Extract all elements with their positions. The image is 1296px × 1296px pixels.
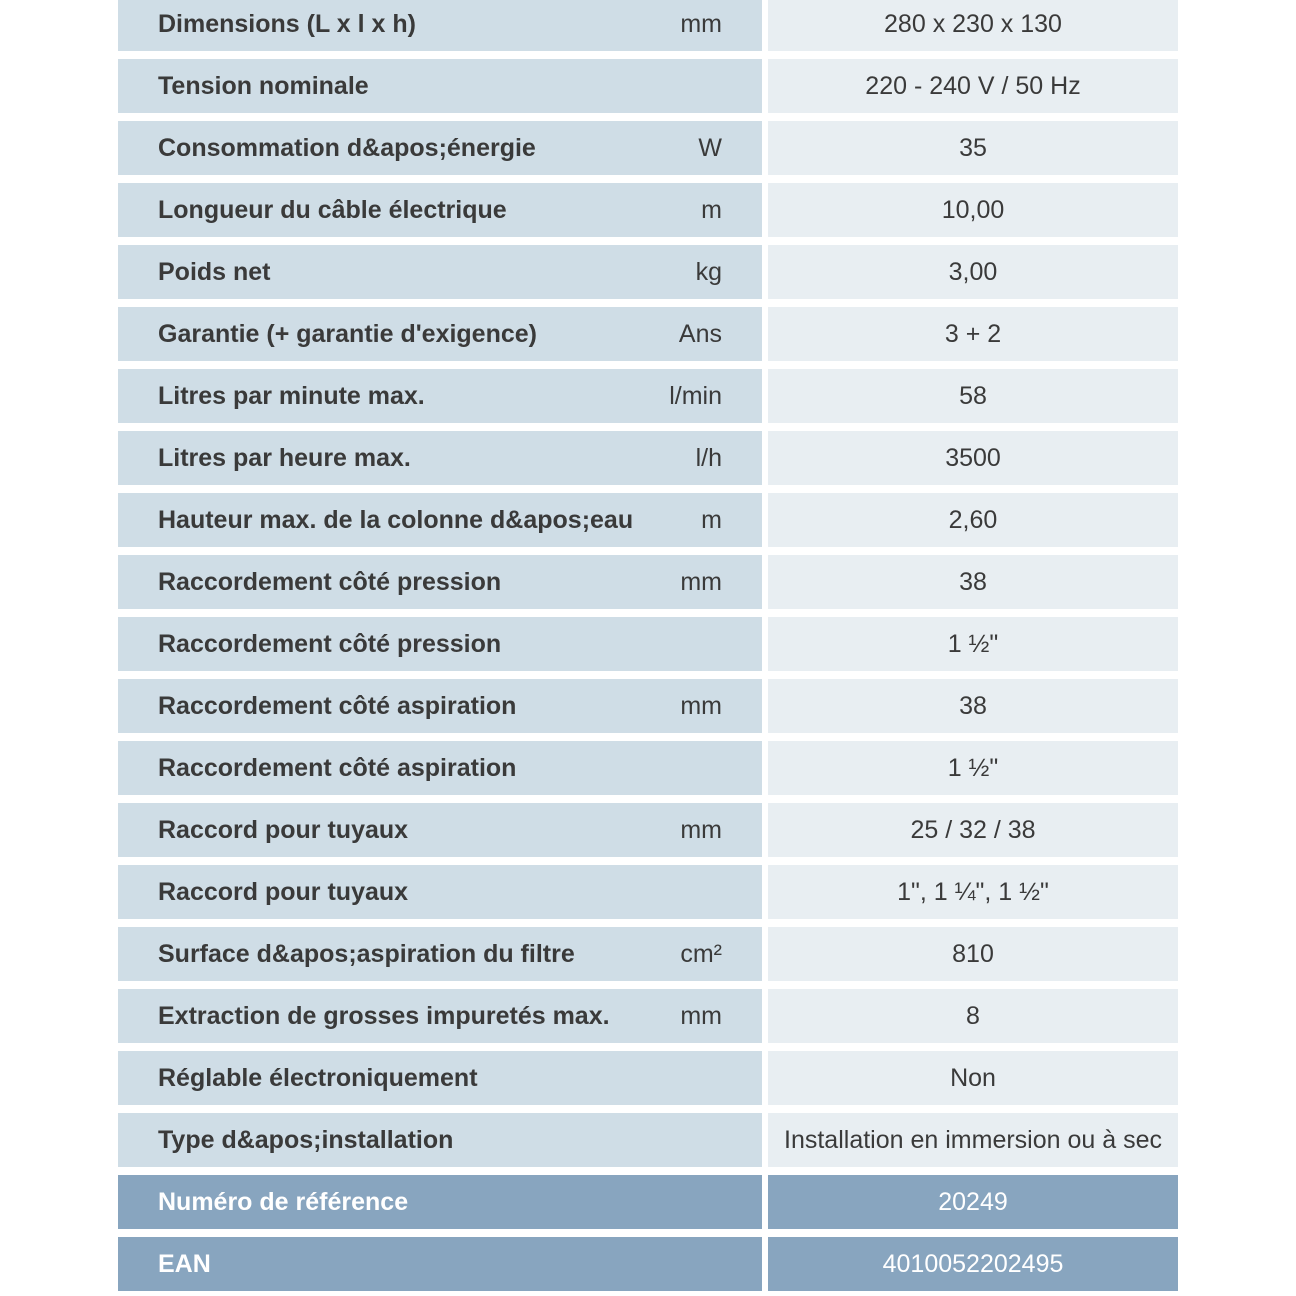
spec-value: 10,00 (941, 195, 1005, 224)
spec-label: Surface d&apos;aspiration du filtre (158, 939, 575, 968)
spec-name-cell (118, 307, 762, 361)
spec-name-cell (118, 927, 762, 981)
table-row (118, 369, 1178, 423)
spec-label: Raccordement côté aspiration (158, 753, 517, 782)
spec-value: 220 - 240 V / 50 Hz (865, 71, 1081, 100)
spec-value: 1", 1 ¼", 1 ½" (897, 877, 1049, 906)
spec-name-cell (118, 865, 762, 919)
spec-value-cell (768, 369, 1178, 423)
spec-value-cell (768, 741, 1178, 795)
spec-value-cell (768, 0, 1178, 51)
spec-value: Installation en immersion ou à sec (784, 1125, 1162, 1154)
product-spec-table (118, 0, 1178, 1291)
spec-name-cell (118, 555, 762, 609)
spec-value-cell (768, 1237, 1178, 1291)
spec-label: EAN (158, 1249, 211, 1278)
spec-value: 2,60 (948, 505, 998, 534)
table-row (118, 183, 1178, 237)
spec-value-cell (768, 1051, 1178, 1105)
spec-unit: cm² (680, 939, 722, 968)
spec-unit: mm (680, 691, 722, 720)
spec-unit: m (701, 195, 722, 224)
spec-label: Raccordement côté pression (158, 567, 502, 596)
spec-unit: l/h (695, 443, 722, 472)
spec-name-cell (118, 1175, 762, 1229)
spec-name-cell (118, 183, 762, 237)
spec-value-cell (768, 803, 1178, 857)
spec-label: Litres par heure max. (158, 443, 411, 472)
spec-value: 1 ½" (947, 629, 999, 658)
spec-value-cell (768, 307, 1178, 361)
spec-name-cell (118, 0, 762, 51)
spec-value-cell (768, 927, 1178, 981)
spec-unit: mm (680, 815, 722, 844)
table-row (118, 741, 1178, 795)
spec-label: Raccord pour tuyaux (158, 815, 409, 844)
spec-label: Dimensions (L x l x h) (158, 9, 416, 38)
spec-unit: mm (680, 1001, 722, 1030)
table-row (118, 59, 1178, 113)
spec-unit: m (701, 505, 722, 534)
spec-value: 20249 (938, 1187, 1008, 1216)
spec-value-cell (768, 865, 1178, 919)
spec-label: Type d&apos;installation (158, 1125, 454, 1154)
table-row (118, 307, 1178, 361)
spec-value-cell (768, 493, 1178, 547)
spec-name-cell (118, 617, 762, 671)
spec-unit: mm (680, 9, 722, 38)
spec-value-cell (768, 431, 1178, 485)
spec-value-cell (768, 1175, 1178, 1229)
spec-value-cell (768, 59, 1178, 113)
spec-unit: kg (695, 257, 722, 286)
table-row (118, 1113, 1178, 1167)
spec-value-cell (768, 617, 1178, 671)
table-row (118, 803, 1178, 857)
spec-label: Longueur du câble électrique (158, 195, 507, 224)
table-row (118, 1237, 1178, 1291)
table-row (118, 927, 1178, 981)
spec-value-cell (768, 679, 1178, 733)
spec-value: 38 (959, 567, 987, 596)
table-row (118, 121, 1178, 175)
spec-value: 810 (952, 939, 994, 968)
spec-value: 3500 (945, 443, 1001, 472)
spec-label: Numéro de référence (158, 1187, 409, 1216)
spec-value-cell (768, 183, 1178, 237)
spec-value: 280 x 230 x 130 (884, 9, 1062, 38)
spec-unit: l/min (669, 381, 722, 410)
spec-name-cell (118, 679, 762, 733)
spec-label: Extraction de grosses impuretés max. (158, 1001, 610, 1030)
spec-value: 3,00 (948, 257, 998, 286)
table-row (118, 865, 1178, 919)
table-row (118, 245, 1178, 299)
table-row (118, 0, 1178, 51)
spec-label: Tension nominale (158, 71, 369, 100)
spec-unit: Ans (678, 319, 722, 348)
spec-value-cell (768, 989, 1178, 1043)
spec-label: Litres par minute max. (158, 381, 425, 410)
table-row (118, 617, 1178, 671)
spec-name-cell (118, 245, 762, 299)
spec-name-cell (118, 369, 762, 423)
spec-value: 8 (966, 1001, 980, 1030)
spec-name-cell (118, 741, 762, 795)
spec-value: Non (950, 1063, 996, 1092)
table-row (118, 989, 1178, 1043)
spec-value: 1 ½" (947, 753, 999, 782)
table-row (118, 555, 1178, 609)
spec-value: 38 (959, 691, 987, 720)
spec-value: 4010052202495 (882, 1249, 1064, 1278)
spec-label: Hauteur max. de la colonne d&apos;eau (158, 505, 634, 534)
spec-name-cell (118, 1237, 762, 1291)
table-row (118, 1051, 1178, 1105)
table-row (118, 1175, 1178, 1229)
table-row (118, 493, 1178, 547)
spec-label: Poids net (158, 257, 271, 286)
spec-name-cell (118, 59, 762, 113)
spec-value: 25 / 32 / 38 (910, 815, 1036, 844)
spec-label: Raccordement côté pression (158, 629, 502, 658)
spec-value: 3 + 2 (944, 319, 1002, 348)
spec-name-cell (118, 989, 762, 1043)
spec-label: Raccordement côté aspiration (158, 691, 517, 720)
spec-name-cell (118, 1051, 762, 1105)
spec-value-cell (768, 245, 1178, 299)
spec-value-cell (768, 555, 1178, 609)
spec-name-cell (118, 803, 762, 857)
spec-name-cell (118, 431, 762, 485)
spec-label: Réglable électroniquement (158, 1063, 478, 1092)
spec-label: Consommation d&apos;énergie (158, 133, 536, 162)
spec-unit: W (698, 133, 722, 162)
spec-name-cell (118, 121, 762, 175)
spec-label: Raccord pour tuyaux (158, 877, 409, 906)
spec-value: 58 (959, 381, 987, 410)
spec-unit: mm (680, 567, 722, 596)
spec-label: Garantie (+ garantie d'exigence) (158, 319, 537, 348)
table-row (118, 679, 1178, 733)
spec-name-cell (118, 493, 762, 547)
spec-value: 35 (959, 133, 987, 162)
spec-value-cell (768, 121, 1178, 175)
spec-value-cell (768, 1113, 1178, 1167)
spec-name-cell (118, 1113, 762, 1167)
table-row (118, 431, 1178, 485)
